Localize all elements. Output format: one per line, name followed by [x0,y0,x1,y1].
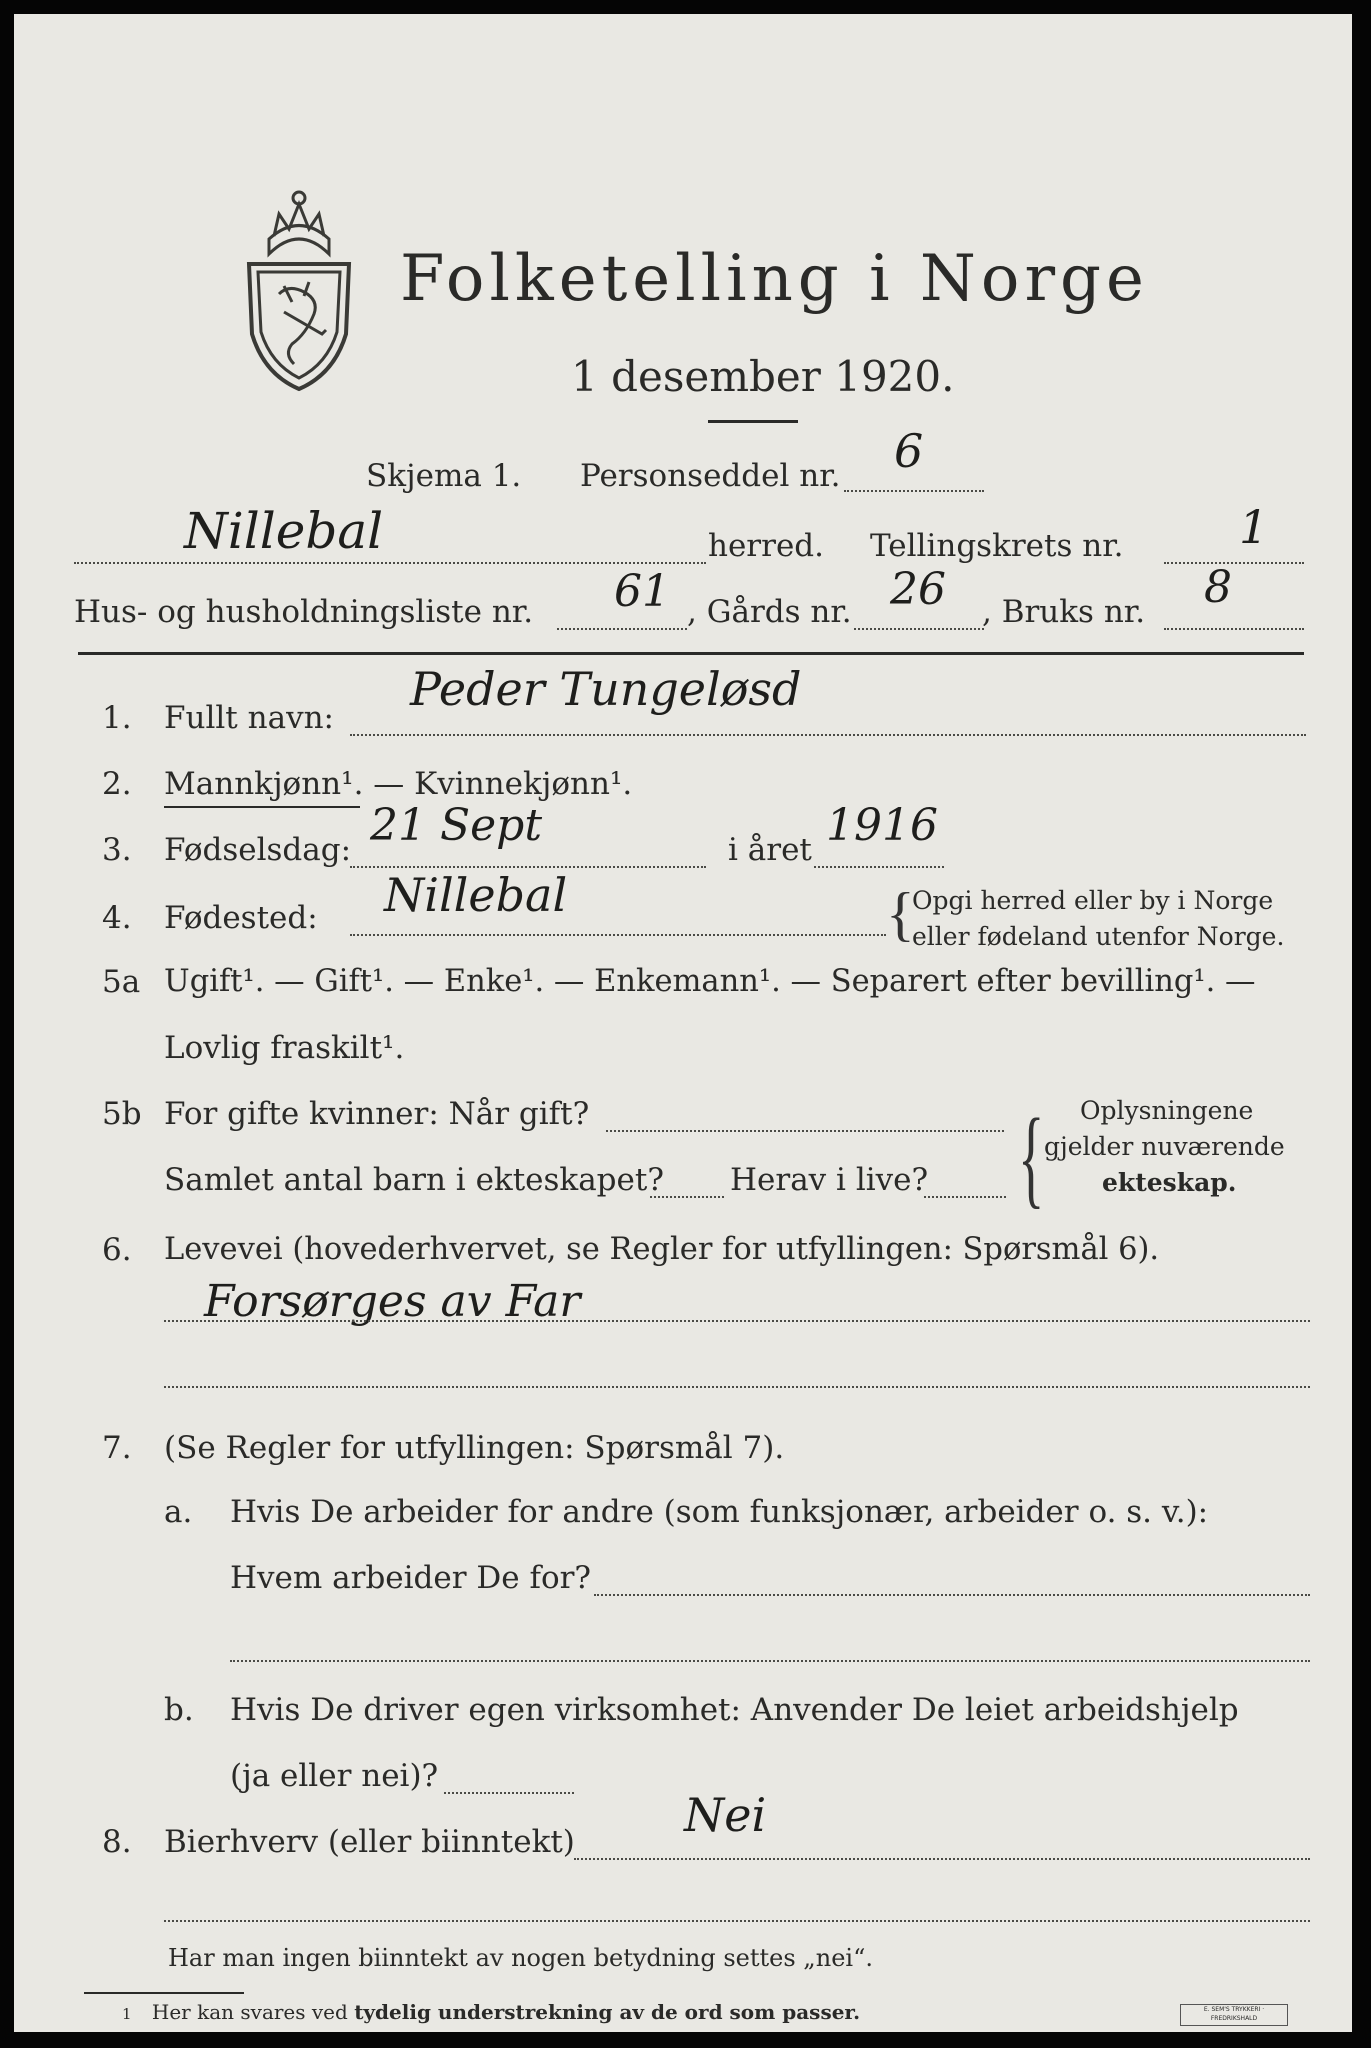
q6-line-2 [164,1386,1310,1388]
birthplace-value[interactable]: Nillebal [384,868,568,922]
footnote-rule [84,1992,244,1994]
birth-year-value[interactable]: 1916 [826,800,938,851]
q7a-line1: Hvis De arbeider for andre (som funksjonær, arbeider o. s. v.): [230,1494,1209,1530]
header-divider [78,652,1304,655]
q5b-line2a: Samlet antal barn i ekteskapet? [164,1162,664,1198]
form-title: Folketelling i Norge [400,242,1149,316]
year-label: i året [728,832,812,868]
married-when-line [606,1130,1004,1132]
q7a-number: a. [164,1494,193,1530]
q7-number: 7. [102,1430,132,1466]
tellingskrets-label: Tellingskrets nr. [870,528,1124,564]
gender-options: Mannkjønn¹. — Kvinnekjønn¹. [164,766,633,802]
q4-note-1: Opgi herred eller by i Norge [912,886,1274,915]
gender-underline [164,806,360,808]
q6-line-1 [164,1320,1310,1322]
q8-line-2 [164,1920,1310,1922]
q4-brace: { [886,881,915,947]
bruks-line [1164,628,1304,630]
herred-value[interactable]: Nillebal [184,502,384,560]
q4-label: Fødested: [164,900,318,936]
title-divider [708,420,798,423]
q7b-line1: Hvis De driver egen virksomhet: Anvender De leiet arbeidshjelp [230,1692,1239,1728]
q7-text: (Se Regler for utfyllingen: Spørsmål 7). [164,1430,785,1466]
q2-number: 2. [102,766,132,802]
printer-stamp [1180,2004,1288,2026]
q6-text: Levevei (hovederhvervet, se Regler for utfyllingen: Spørsmål 6). [164,1232,1160,1267]
skjema-label: Skjema 1. [366,458,522,494]
bruks-label: , Bruks nr. [982,594,1146,630]
q7a-line2: Hvem arbeider De for? [230,1560,592,1596]
q5b-brace: { [1018,1096,1045,1218]
personseddel-value[interactable]: 6 [894,424,924,478]
tellingskrets-value[interactable]: 1 [1239,500,1269,554]
q8-number: 8. [102,1824,132,1860]
husliste-value[interactable]: 61 [614,566,670,617]
q3-number: 3. [102,832,132,868]
personseddel-line [844,490,984,492]
gards-label: , Gårds nr. [687,594,852,630]
marital-options: Ugift¹. — Gift¹. — Enke¹. — Enkemann¹. — Separert efter bevilling¹. — [164,964,1256,999]
footnote [122,2000,860,2024]
husliste-label: Hus- og husholdningsliste nr. [74,594,534,630]
q4-note-2: eller fødeland utenfor Norge. [912,922,1285,951]
q1-number: 1. [102,700,132,736]
q5b-line1: For gifte kvinner: Når gift? [164,1096,590,1132]
children-line [650,1196,724,1198]
full-name-value[interactable]: Peder Tungeløsd [410,662,802,716]
q6-number: 6. [102,1232,132,1268]
footnote-text: Her kan svares ved [151,2000,348,2024]
footnote-text-bold: tydelig understrekning av de ord som passer. [354,2000,861,2024]
q1-line [350,734,1306,736]
birth-day-value[interactable]: 21 Sept [370,800,543,851]
gards-line [854,628,984,630]
q1-label: Fullt navn: [164,700,334,736]
q5b-note-2 [1044,1132,1285,1161]
printer-stamp-text: E. SEM'S TRYKKERI · FREDRIKSHALD [1203,2006,1265,2022]
q4-number: 4. [102,900,132,936]
census-form-page [14,14,1352,2032]
year-line [814,866,944,868]
q5b-note-1: Oplysningene [1080,1096,1254,1125]
q3-label: Fødselsdag: [164,832,352,868]
footnote-marker: 1 [122,2005,132,2023]
employer-line-2 [230,1660,1310,1662]
gards-value[interactable]: 26 [890,564,946,615]
herred-line [74,562,706,564]
marital-options-cont: Lovlig fraskilt¹. [164,1030,405,1066]
q7b-line2: (ja eller nei)? [230,1758,439,1794]
occupation-value[interactable]: Forsørges av Far [204,1276,581,1327]
q4-line [350,934,886,936]
q7b-number: b. [164,1692,194,1728]
husliste-line [557,628,687,630]
personseddel-label: Personseddel nr. [580,458,841,494]
q8-line [574,1858,1310,1860]
hired-help-line [444,1792,574,1794]
q5a-number: 5a [102,964,141,1000]
q8-label: Bierhverv (eller biinntekt) [164,1824,575,1860]
q5b-note-2-text: gjelder nuværende [1044,1132,1285,1161]
employer-line [594,1594,1310,1596]
tellingskrets-line [1164,562,1304,564]
side-income-value[interactable]: Nei [684,1788,767,1842]
herred-label: herred. [708,528,824,564]
census-date: 1 desember 1920. [571,352,955,401]
bruks-value[interactable]: 8 [1204,562,1232,613]
alive-line [924,1196,1006,1198]
q5b-line2b: Herav i live? [730,1162,929,1198]
q5b-number: 5b [102,1096,142,1132]
q8-note: Har man ingen biinntekt av nogen betydning settes „nei“. [168,1944,873,1972]
q5b-note-3: ekteskap. [1102,1168,1237,1197]
coat-of-arms-icon [234,184,364,394]
